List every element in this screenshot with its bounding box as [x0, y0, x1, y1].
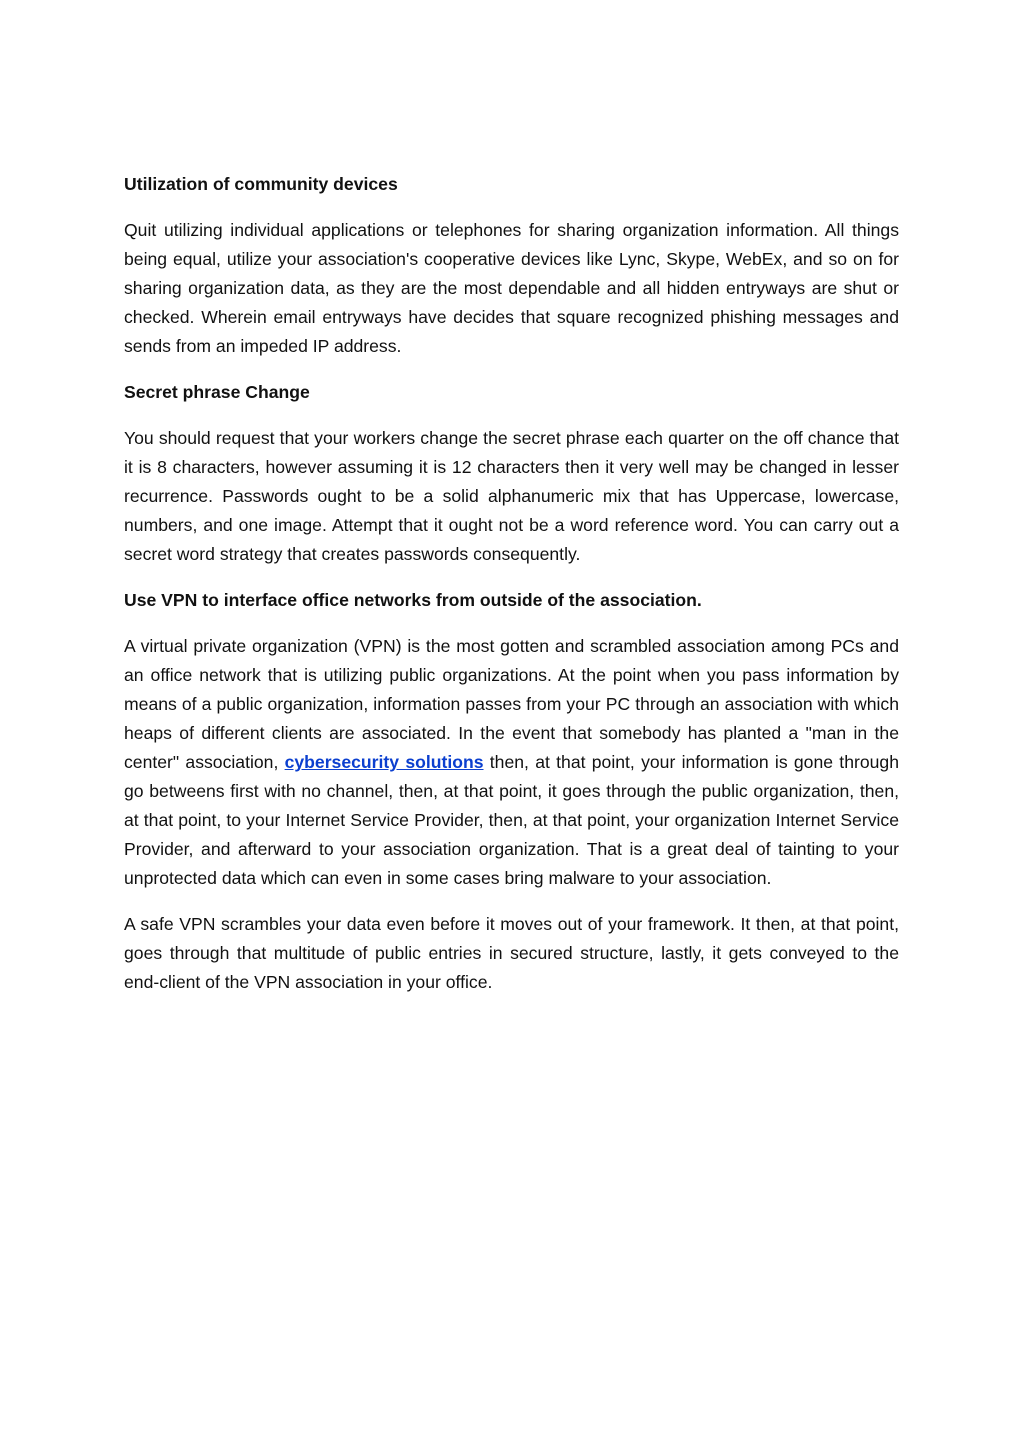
section-heading-vpn: Use VPN to interface office networks from outside of the association.	[124, 590, 702, 610]
section-heading-community-devices: Utilization of community devices	[124, 174, 398, 194]
section-heading-secret-phrase: Secret phrase Change	[124, 382, 310, 402]
paragraph-community-devices: Quit utilizing individual applications or telephones for sharing organization information. All things being equal, utilize your association's cooperative devices like Lync, Skype, WebEx, and so on for sharing organization data, as they are the most dependable and all hidden entryways are shut or checked. Wherein email entryways have decides that square recognized phishing messages and sends from an impeded IP address.	[124, 220, 899, 356]
cybersecurity-solutions-link[interactable]: cybersecurity solutions	[284, 752, 484, 772]
paragraph-vpn	[124, 632, 899, 893]
paragraph-secret-phrase: You should request that your workers change the secret phrase each quarter on the off chance that it is 8 characters, however assuming it is 12 characters then it very well may be changed in lesser recurrence. Passwords ought to be a solid alphanumeric mix that has Uppercase, lowercase, numbers, and one image. Attempt that it ought not be a word reference word. You can carry out a secret word strategy that creates passwords consequently.	[124, 428, 899, 564]
paragraph-vpn-text-end: then, at that point, your information is gone through go betweens first with no channel, then, at that point, it goes through the public organization, then, at that point, to your Internet Service Provider, then, at that point, your organization Internet Service Provider, and afterward to your association organization. That is a great deal of tainting to your unprotected data which can even in some cases bring malware to your association.	[124, 752, 899, 888]
paragraph-safe-vpn: A safe VPN scrambles your data even before it moves out of your framework. It then, at that point, goes through that multitude of public entries in secured structure, lastly, it gets conveyed to the end-client of the VPN association in your office.	[124, 914, 899, 992]
paragraph-vpn-text-start: A virtual private organization (VPN) is the most gotten and scrambled association among PCs and an office network that is utilizing public organizations. At the point when you pass information by means of a public organization, information passes from your PC through an association with which heaps of different clients are associated. In the event that somebody has planted a "man in the center" association,	[124, 636, 899, 772]
document-body	[124, 170, 899, 1014]
